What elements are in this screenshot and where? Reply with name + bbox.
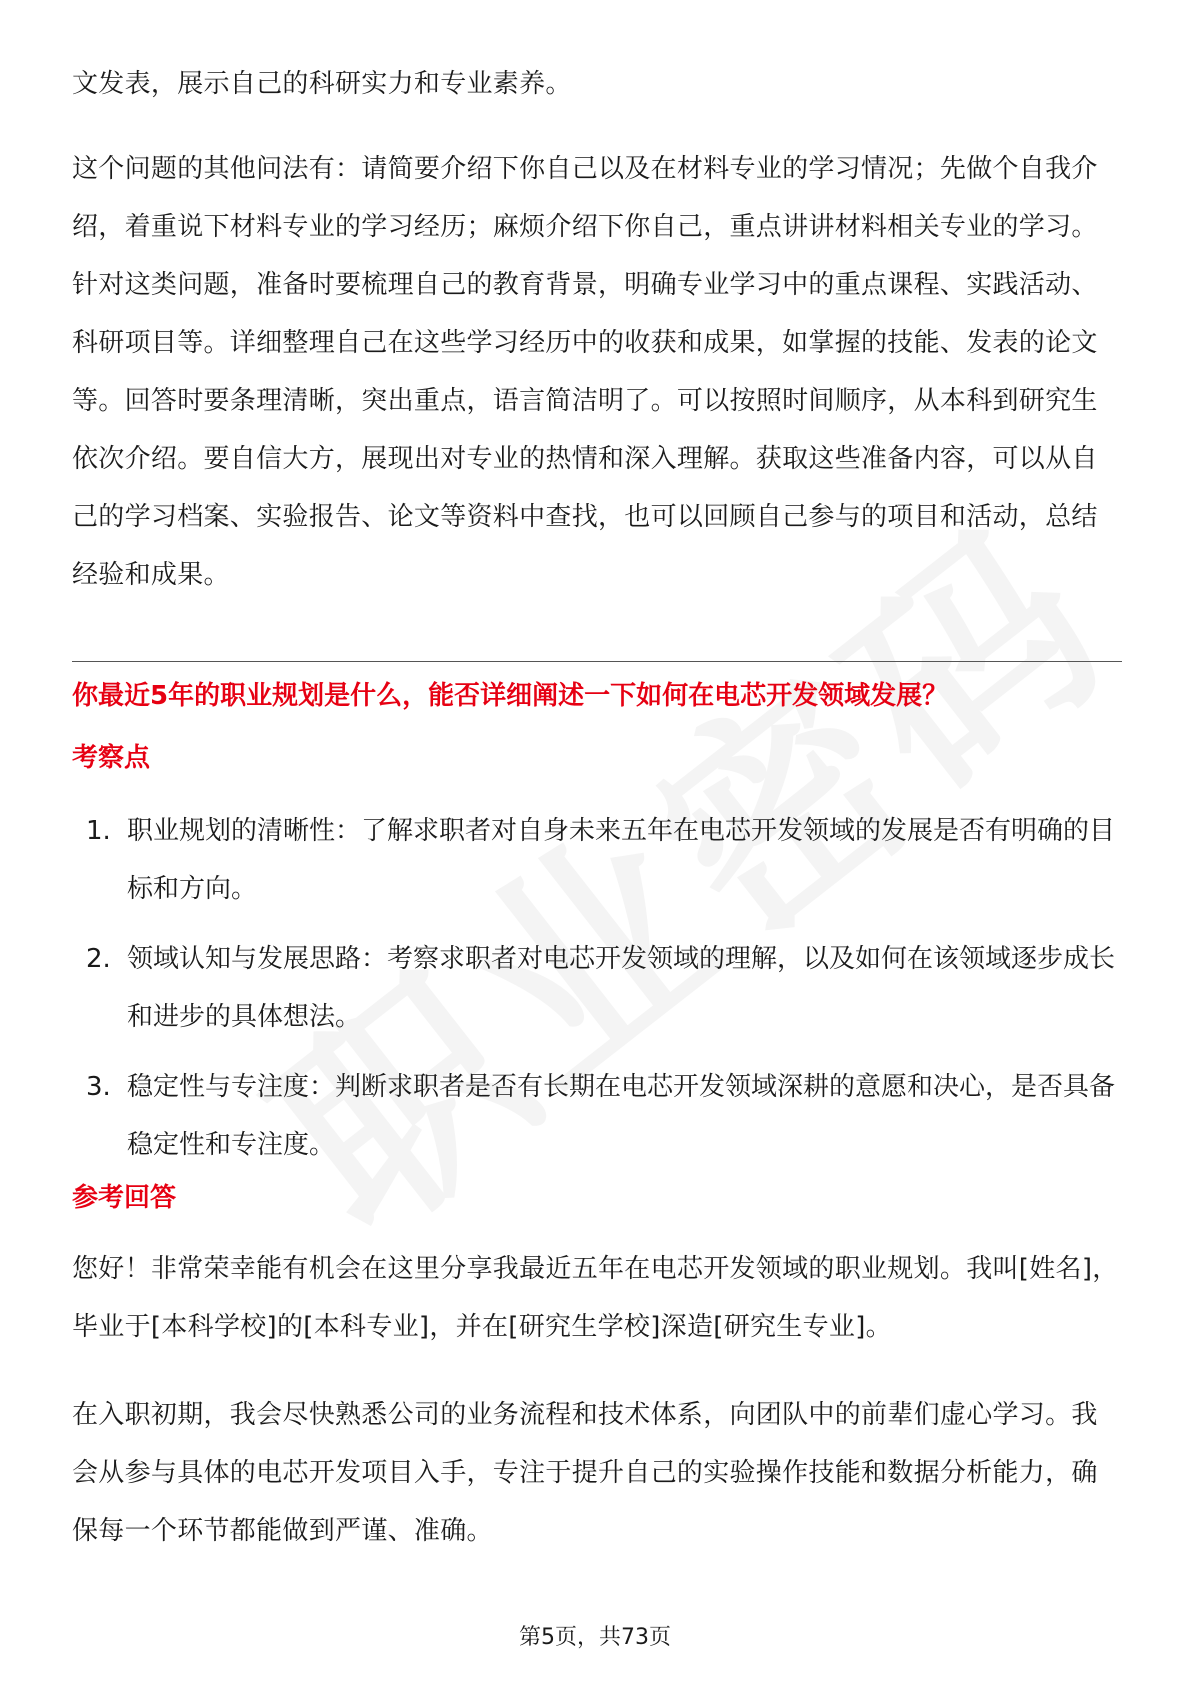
list-item [72, 802, 1122, 918]
answer-paragraph-2: 在入职初期，我会尽快熟悉公司的业务流程和技术体系，向团队中的前辈们虚心学习。我会从参与具体的电芯开发项目入手，专注于提升自己的实验操作技能和数据分析能力，确保每一个环节都能做到严谨、准确。 [72, 1400, 1098, 1546]
answer-paragraph-1: 您好！非常荣幸能有机会在这里分享我最近五年在电芯开发领域的职业规划。我叫[姓名]，毕业于[本科学校]的[本科专业]，并在[研究生学校]深造[研究生专业]。 [72, 1254, 1119, 1342]
list-item-number: 2. [86, 944, 111, 974]
other-phrasing-paragraph: 这个问题的其他问法有：请简要介绍下你自己以及在材料专业的学习情况；先做个自我介绍，着重说下材料专业的学习经历；麻烦介绍下你自己，重点讲讲材料相关专业的学习。 针对这类问题，准备时要梳理自己的教育背景，明确专业学习中的重点课程、实践活动、科研项目等。详细整理自己在这些学习经历中的收获和成果，如掌握的技能、发表的论文等。回答时要条理清晰，突出重点，语言简洁明了。可以按照时间顺序，从本科到研究生依次介绍。要自信大方，展现出对专业的热情和深入理解。获取这些准备内容，可以从自己的学习档案、实验报告、论文等资料中查找，也可以回顾自己参与的项目和活动，总结经验和成果。 [72, 154, 1098, 590]
list-item-text: 稳定性与专注度：判断求职者是否有长期在电芯开发领域深耕的意愿和决心，是否具备稳定性和专注度。 [127, 1072, 1116, 1160]
list-item-number: 3. [86, 1072, 111, 1102]
page-number-footer: 第5页，共73页 [519, 1625, 671, 1650]
list-item-text: 领域认知与发展思路：考察求职者对电芯开发领域的理解，以及如何在该领域逐步成长和进步的具体想法。 [127, 944, 1116, 1032]
list-item-text: 职业规划的清晰性：了解求职者对自身未来五年在电芯开发领域的发展是否有明确的目标和方向。 [127, 816, 1116, 904]
list-item [72, 930, 1122, 1046]
intro-tail-paragraph: 文发表，展示自己的科研实力和专业素养。 [72, 69, 572, 99]
answer-heading: 参考回答 [72, 1183, 177, 1213]
question-heading: 你最近5年的职业规划是什么，能否详细阐述一下如何在电芯开发领域发展？ [72, 681, 949, 711]
points-list [72, 802, 1122, 1186]
points-heading: 考察点 [72, 743, 151, 773]
list-item [72, 1058, 1122, 1174]
list-item-number: 1. [86, 816, 111, 846]
section-divider [72, 661, 1122, 662]
